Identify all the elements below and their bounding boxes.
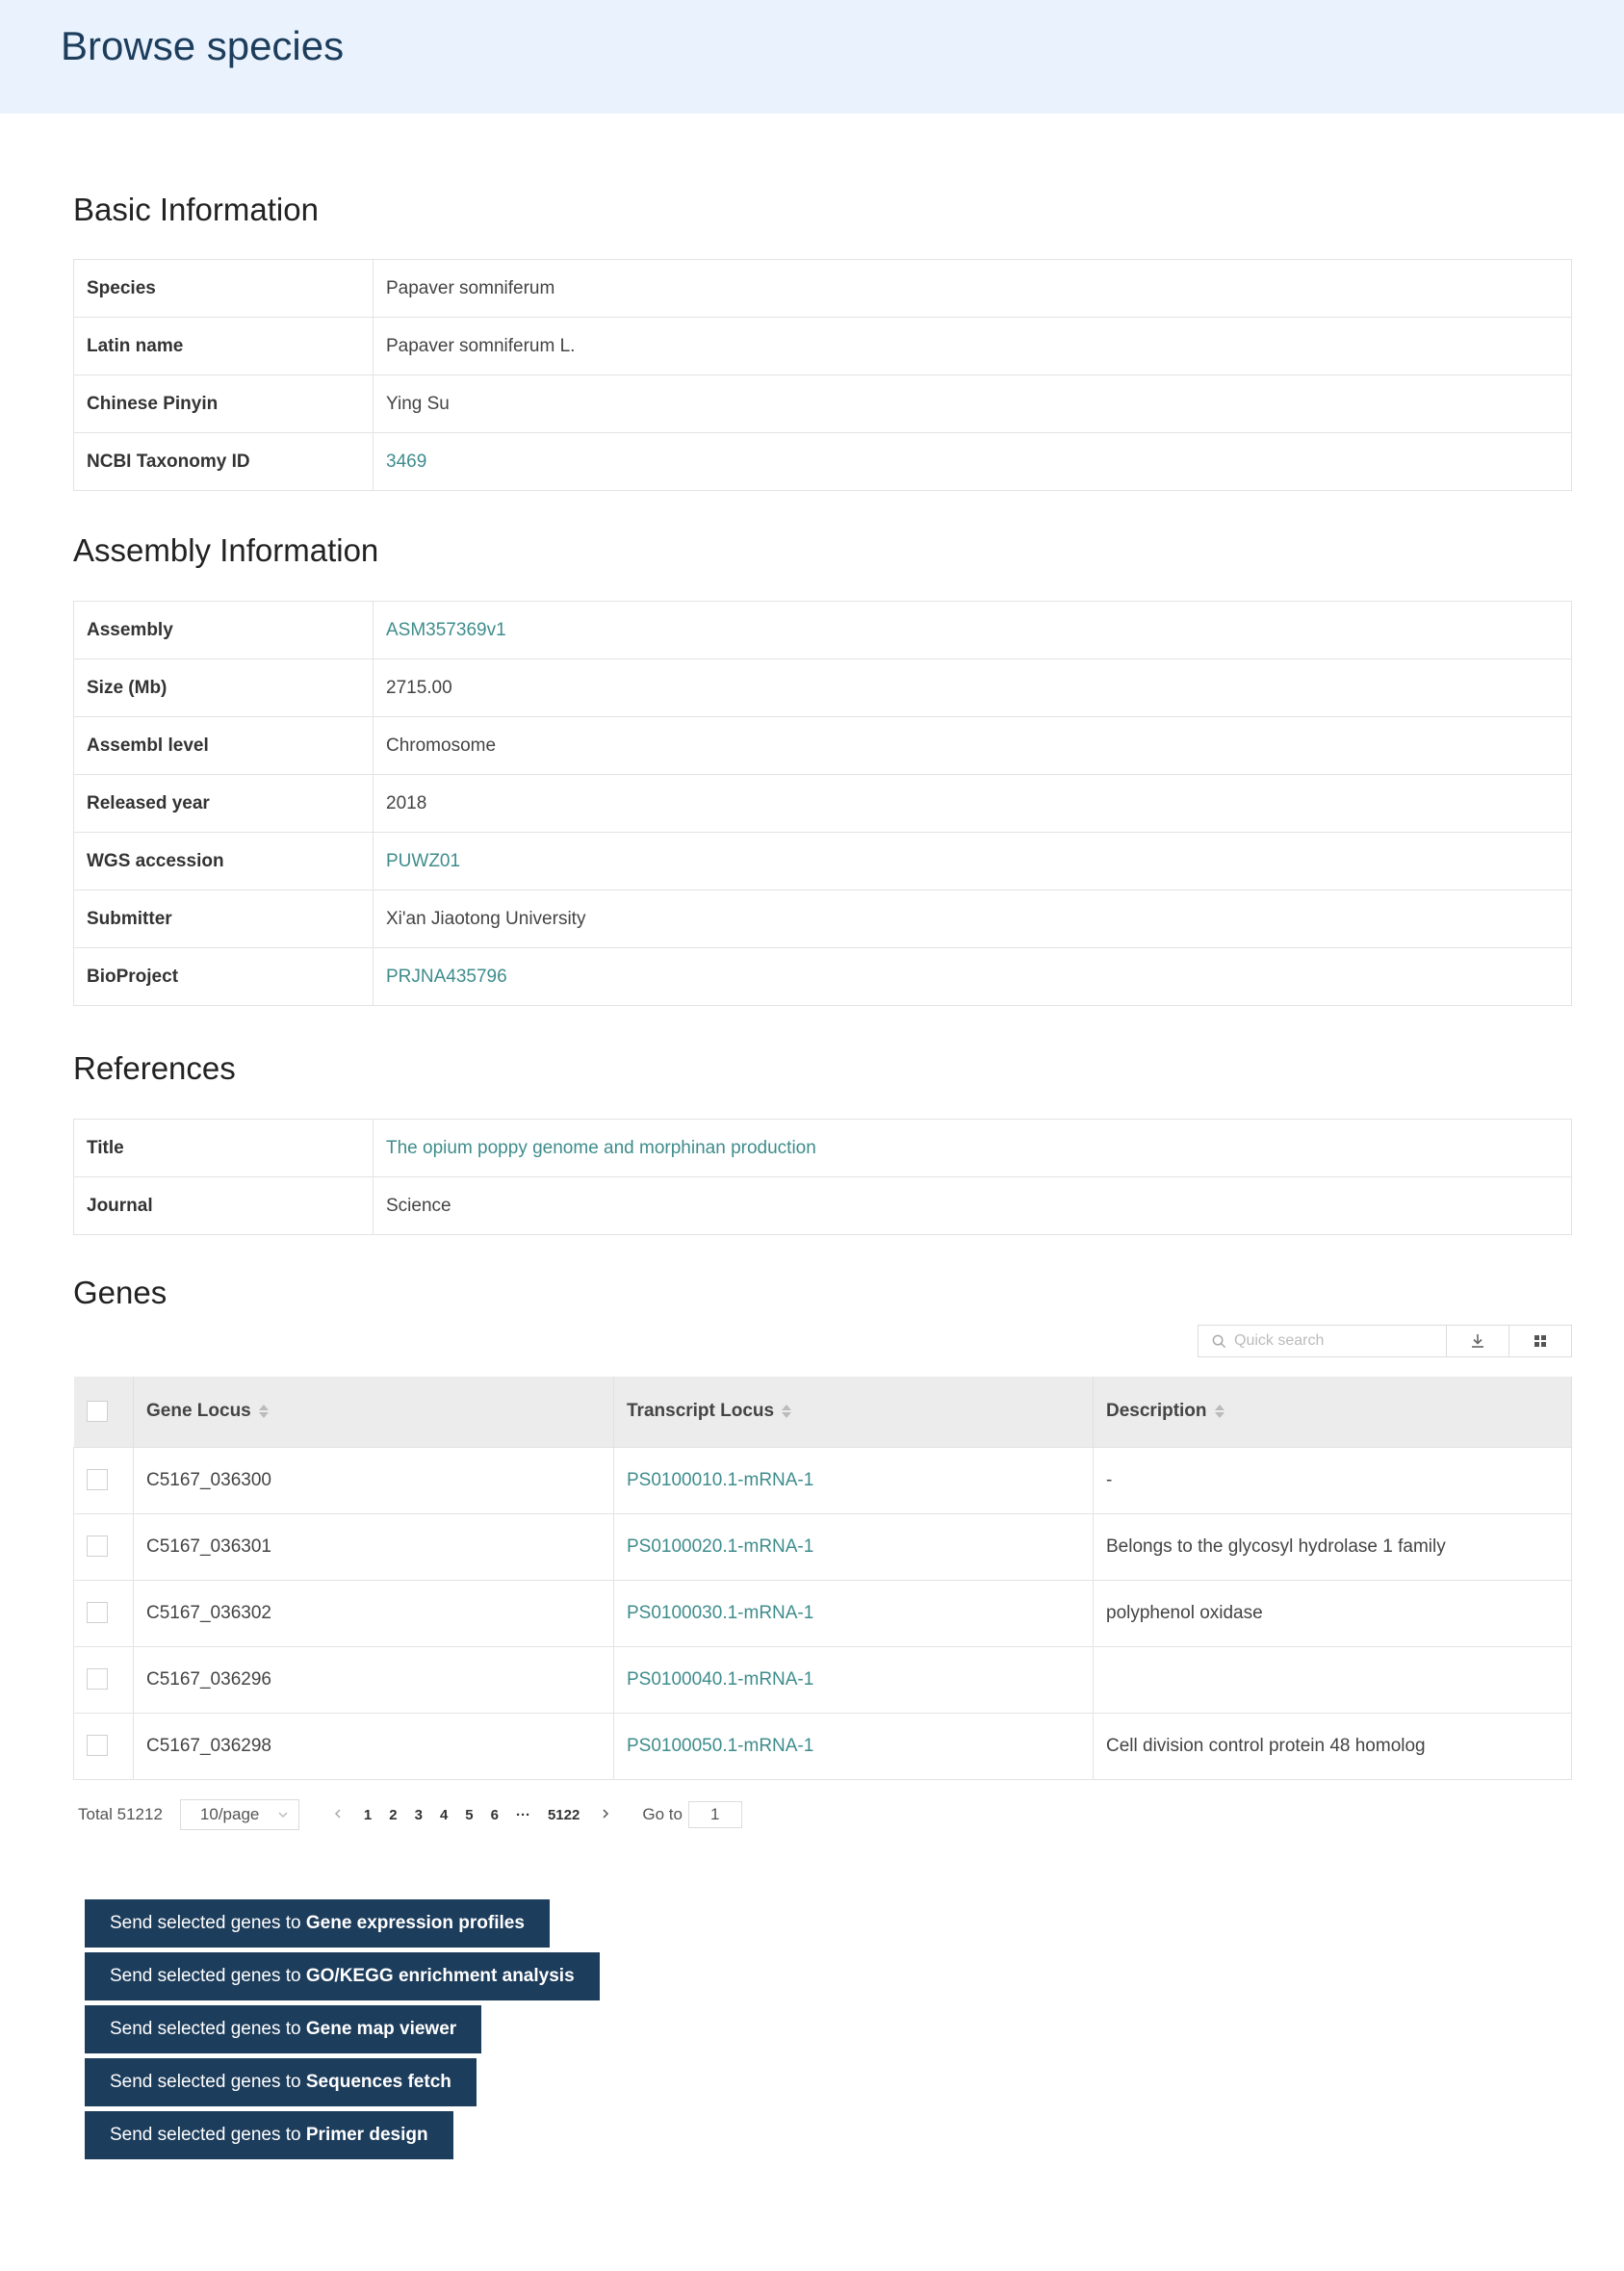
bioproject-link[interactable]: PRJNA435796 <box>386 966 507 987</box>
table-row <box>74 1177 1572 1235</box>
page-4[interactable]: 4 <box>439 1806 449 1823</box>
quick-search-placeholder: Quick search <box>1234 1332 1325 1349</box>
send-to-expression-button[interactable] <box>85 1899 550 1948</box>
transcript-locus-cell <box>614 1513 1094 1580</box>
table-row <box>74 1580 1572 1646</box>
key-cell: Chinese Pinyin <box>74 375 374 433</box>
page-6[interactable]: 6 <box>490 1806 499 1823</box>
page-5[interactable]: 5 <box>465 1806 474 1823</box>
assembly-info-heading: Assembly Information <box>73 532 379 568</box>
sort-icon[interactable] <box>259 1405 269 1418</box>
references-table <box>73 1119 1572 1235</box>
value-cell <box>374 433 1572 491</box>
transcript-link[interactable]: PS0100010.1-mRNA-1 <box>627 1469 814 1490</box>
columns-button[interactable] <box>1509 1326 1571 1356</box>
gene-locus-cell: C5167_036300 <box>134 1447 614 1513</box>
button-prefix: Send selected genes to <box>110 2072 301 2092</box>
send-actions <box>85 1899 600 2164</box>
description-cell: - <box>1094 1447 1572 1513</box>
column-header-label: Gene Locus <box>146 1401 251 1422</box>
genes-toolbar <box>1198 1325 1572 1357</box>
description-cell: polyphenol oxidase <box>1094 1580 1572 1646</box>
row-checkbox[interactable] <box>87 1469 108 1490</box>
wgs-accession-link[interactable]: PUWZ01 <box>386 850 461 871</box>
page-title: Browse species <box>61 23 345 68</box>
button-prefix: Send selected genes to <box>110 2019 301 2039</box>
value-cell: 2018 <box>374 775 1572 833</box>
next-page-button[interactable] <box>600 1805 611 1824</box>
table-row <box>74 375 1572 433</box>
row-checkbox[interactable] <box>87 1536 108 1557</box>
row-select-cell <box>74 1713 134 1779</box>
button-target: Primer design <box>305 2125 428 2145</box>
chevron-left-icon <box>332 1808 344 1819</box>
gene-locus-cell: C5167_036298 <box>134 1713 614 1779</box>
value-cell <box>374 948 1572 1006</box>
key-cell: WGS accession <box>74 833 374 890</box>
quick-search-input[interactable] <box>1199 1326 1447 1356</box>
table-header-row <box>74 1377 1572 1447</box>
column-header-label: Description <box>1106 1401 1207 1422</box>
basic-info-heading: Basic Information <box>73 192 319 227</box>
transcript-link[interactable]: PS0100040.1-mRNA-1 <box>627 1668 814 1690</box>
pagination <box>78 1798 742 1831</box>
row-select-cell <box>74 1513 134 1580</box>
description-cell: Belongs to the glycosyl hydrolase 1 family <box>1094 1513 1572 1580</box>
key-cell: Latin name <box>74 318 374 375</box>
value-cell: Science <box>374 1177 1572 1235</box>
column-header-transcript-locus[interactable] <box>614 1377 1094 1447</box>
transcript-locus-cell <box>614 1713 1094 1779</box>
table-row <box>74 775 1572 833</box>
send-to-enrichment-button[interactable] <box>85 1952 600 2000</box>
column-header-description[interactable] <box>1094 1377 1572 1447</box>
value-cell: Chromosome <box>374 717 1572 775</box>
table-row <box>74 318 1572 375</box>
transcript-locus-cell <box>614 1646 1094 1713</box>
table-row <box>74 1646 1572 1713</box>
row-checkbox[interactable] <box>87 1602 108 1623</box>
references-heading: References <box>73 1050 236 1086</box>
table-row <box>74 833 1572 890</box>
button-prefix: Send selected genes to <box>110 2125 301 2145</box>
sort-icon[interactable] <box>782 1405 791 1418</box>
page-size-value: 10/page <box>199 1805 260 1823</box>
table-row <box>74 659 1572 717</box>
key-cell: Submitter <box>74 890 374 948</box>
table-row <box>74 602 1572 659</box>
table-row <box>74 1713 1572 1779</box>
download-icon <box>1469 1332 1486 1350</box>
row-checkbox[interactable] <box>87 1735 108 1756</box>
page-3[interactable]: 3 <box>414 1806 423 1823</box>
button-target: GO/KEGG enrichment analysis <box>305 1966 575 1986</box>
transcript-link[interactable]: PS0100020.1-mRNA-1 <box>627 1536 814 1557</box>
page-last[interactable]: 5122 <box>547 1806 580 1823</box>
table-row <box>74 948 1572 1006</box>
taxonomy-id-link[interactable]: 3469 <box>386 451 427 472</box>
select-all-checkbox[interactable] <box>87 1401 108 1422</box>
row-select-cell <box>74 1447 134 1513</box>
key-cell: Assembl level <box>74 717 374 775</box>
table-row <box>74 890 1572 948</box>
table-row <box>74 1513 1572 1580</box>
key-cell: Assembly <box>74 602 374 659</box>
goto-page-input[interactable]: 1 <box>688 1801 742 1828</box>
page-ellipsis[interactable]: ··· <box>515 1806 530 1823</box>
genes-table <box>73 1377 1572 1780</box>
chevron-right-icon <box>600 1808 611 1819</box>
column-header-gene-locus[interactable] <box>134 1377 614 1447</box>
page-1[interactable]: 1 <box>363 1806 373 1823</box>
reference-title-link[interactable]: The opium poppy genome and morphinan production <box>386 1137 816 1158</box>
key-cell: Journal <box>74 1177 374 1235</box>
search-icon <box>1212 1334 1226 1349</box>
description-cell: Cell division control protein 48 homolog <box>1094 1713 1572 1779</box>
table-row <box>74 1120 1572 1177</box>
column-header-label: Transcript Locus <box>627 1401 775 1422</box>
total-count: Total 51212 <box>78 1805 163 1823</box>
button-prefix: Send selected genes to <box>110 1913 301 1933</box>
value-cell: Papaver somniferum <box>374 260 1572 318</box>
transcript-link[interactable]: PS0100030.1-mRNA-1 <box>627 1602 814 1623</box>
genes-heading: Genes <box>73 1275 168 1310</box>
transcript-link[interactable]: PS0100050.1-mRNA-1 <box>627 1735 814 1756</box>
button-target: Gene map viewer <box>305 2019 457 2039</box>
value-cell <box>374 1120 1572 1177</box>
assembly-info-table <box>73 601 1572 1006</box>
gene-locus-cell: C5167_036296 <box>134 1646 614 1713</box>
table-row <box>74 260 1572 318</box>
key-cell: Size (Mb) <box>74 659 374 717</box>
key-cell: NCBI Taxonomy ID <box>74 433 374 491</box>
button-target: Sequences fetch <box>305 2072 451 2092</box>
page-size-select[interactable] <box>180 1799 299 1830</box>
goto-label: Go to <box>642 1805 683 1823</box>
gene-locus-cell: C5167_036301 <box>134 1513 614 1580</box>
row-checkbox[interactable] <box>87 1668 108 1690</box>
table-row <box>74 717 1572 775</box>
send-to-sequences-button[interactable] <box>85 2058 477 2106</box>
page-2[interactable]: 2 <box>389 1806 398 1823</box>
prev-page-button[interactable] <box>332 1805 344 1824</box>
key-cell: Released year <box>74 775 374 833</box>
chevron-down-icon <box>277 1809 289 1820</box>
value-cell: Papaver somniferum L. <box>374 318 1572 375</box>
value-cell <box>374 602 1572 659</box>
transcript-locus-cell <box>614 1580 1094 1646</box>
row-select-cell <box>74 1646 134 1713</box>
gene-locus-cell: C5167_036302 <box>134 1580 614 1646</box>
key-cell: Species <box>74 260 374 318</box>
page-header <box>0 0 1624 114</box>
key-cell: BioProject <box>74 948 374 1006</box>
send-to-primer-button[interactable] <box>85 2111 453 2159</box>
transcript-locus-cell <box>614 1447 1094 1513</box>
description-cell <box>1094 1646 1572 1713</box>
value-cell: Ying Su <box>374 375 1572 433</box>
row-select-cell <box>74 1580 134 1646</box>
key-cell: Title <box>74 1120 374 1177</box>
table-row <box>74 1447 1572 1513</box>
button-target: Gene expression profiles <box>305 1913 525 1933</box>
select-all-cell <box>74 1377 134 1447</box>
assembly-link[interactable]: ASM357369v1 <box>386 619 506 640</box>
grid-icon <box>1533 1333 1548 1349</box>
value-cell: 2715.00 <box>374 659 1572 717</box>
value-cell <box>374 833 1572 890</box>
sort-icon[interactable] <box>1215 1405 1224 1418</box>
table-row <box>74 433 1572 491</box>
download-button[interactable] <box>1447 1326 1509 1356</box>
send-to-map-viewer-button[interactable] <box>85 2005 481 2053</box>
button-prefix: Send selected genes to <box>110 1966 301 1986</box>
basic-info-table <box>73 259 1572 491</box>
value-cell: Xi'an Jiaotong University <box>374 890 1572 948</box>
